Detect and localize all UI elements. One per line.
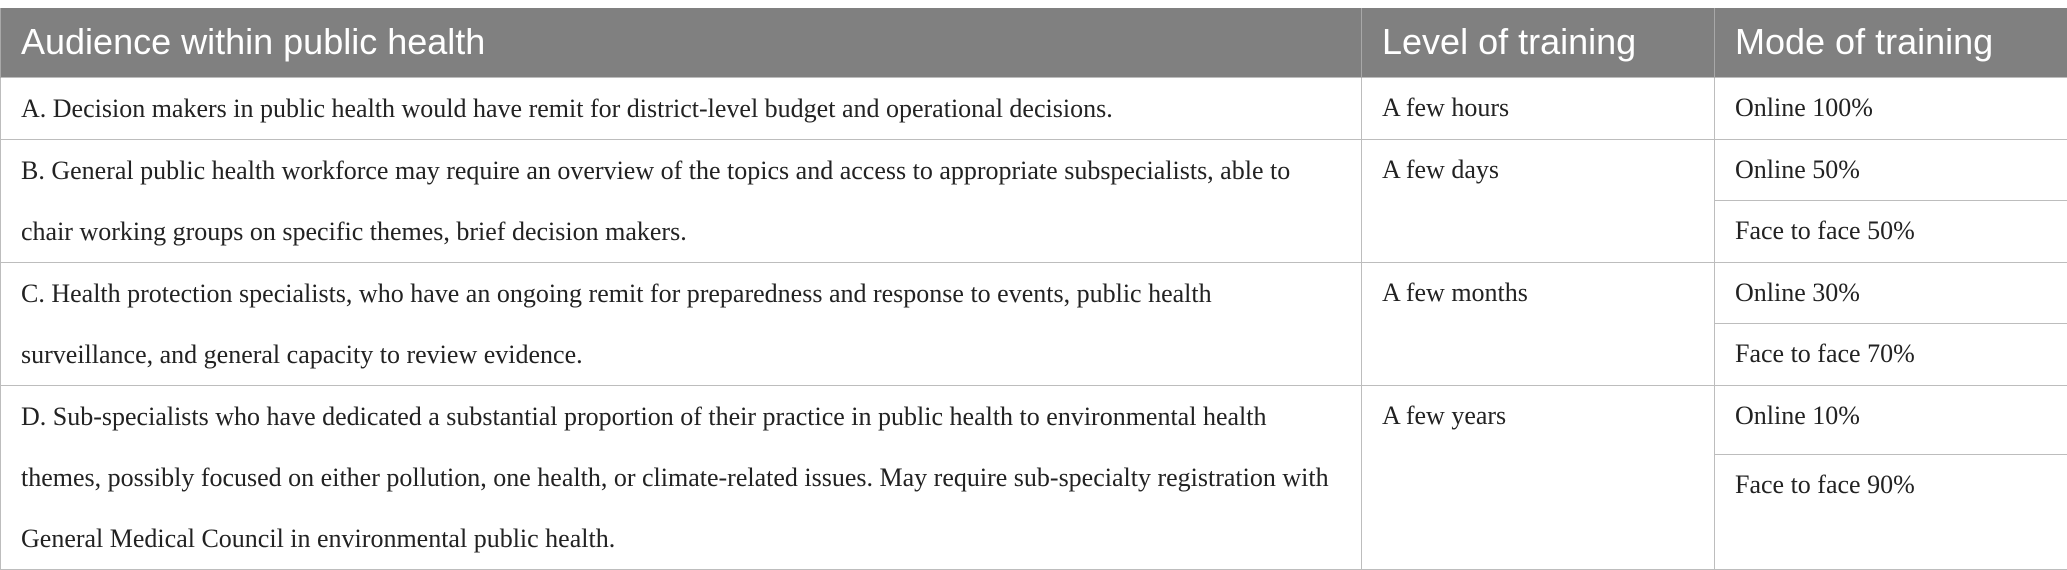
table-row <box>1 139 2067 201</box>
mode-cell: Face to face 70% <box>1715 324 2067 386</box>
level-cell: A few days <box>1362 139 1715 262</box>
level-cell: A few months <box>1362 262 1715 385</box>
table-body <box>1 77 2067 569</box>
mode-cell: Online 50% <box>1715 139 2067 201</box>
header-row <box>1 8 2067 77</box>
training-table <box>0 8 2067 570</box>
table-row <box>1 385 2067 455</box>
header-level: Level of training <box>1362 8 1715 77</box>
level-cell: A few hours <box>1362 77 1715 139</box>
level-cell: A few years <box>1362 385 1715 569</box>
header-mode: Mode of training <box>1715 8 2067 77</box>
table-row <box>1 262 2067 324</box>
mode-cell: Online 10% <box>1715 385 2067 455</box>
mode-cell: Face to face 90% <box>1715 455 2067 569</box>
mode-cell: Online 30% <box>1715 262 2067 324</box>
mode-cell: Online 100% <box>1715 77 2067 139</box>
training-table-container <box>0 8 2067 570</box>
mode-cell: Face to face 50% <box>1715 201 2067 263</box>
audience-cell: B. General public health workforce may require an overview of the topics and access to appropriate subspecialists, able to chair working groups on specific themes, brief decision makers. <box>1 139 1362 262</box>
audience-cell: A. Decision makers in public health would have remit for district-level budget and operational decisions. <box>1 77 1362 139</box>
table-row <box>1 77 2067 139</box>
header-audience: Audience within public health <box>1 8 1362 77</box>
table-header <box>1 8 2067 77</box>
audience-cell: C. Health protection specialists, who have an ongoing remit for preparedness and response to events, public health surveillance, and general capacity to review evidence. <box>1 262 1362 385</box>
audience-cell: D. Sub-specialists who have dedicated a substantial proportion of their practice in public health to environmental health themes, possibly focused on either pollution, one health, or climate-related issues. May require sub-specialty registration with General Medical Council in environmental public health. <box>1 385 1362 569</box>
